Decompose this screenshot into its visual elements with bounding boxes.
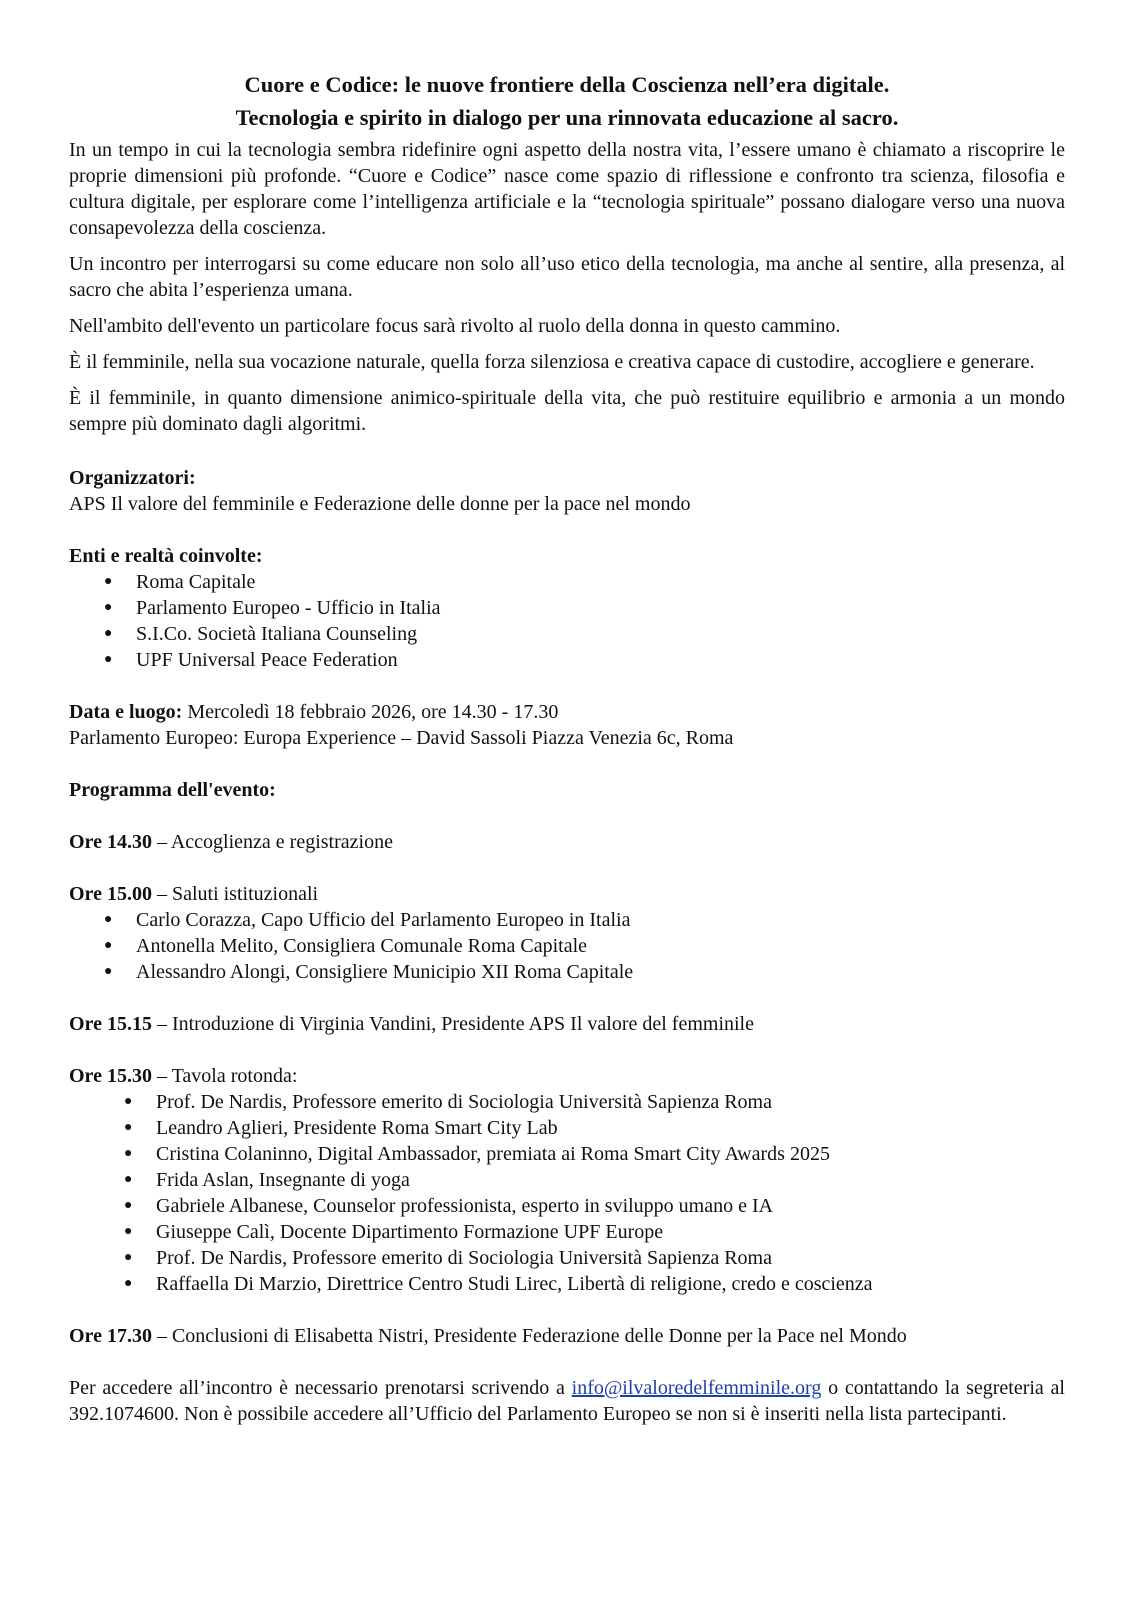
booking-email-link[interactable]: info@ilvaloredelfemminile.org [571,1377,822,1399]
bullet-icon: ● [104,652,113,667]
slot-text: – Tavola rotonda: [151,1065,298,1087]
intro-paragraph-1: In un tempo in cui la tecnologia sembra ridefinire ogni aspetto della nostra vita, l’essere umano è chiamato a riscoprire le proprie dimensioni più profonde. “Cuore e Codice” nasce come spazio di riflessione e confronto tra scienza, filosofia e cultura digitale, per esplorare come l’intelligenza artificiale e la “tecnologia spirituale” possano dialogare verso una nuova consapevolezza della coscienza. [69,139,1065,239]
organizers-label: Organizzatori: [69,467,196,489]
bullet-icon: ● [124,1094,133,1109]
bullet-icon: ● [104,574,113,589]
program-slot-1730 [69,1323,1065,1349]
list-item: ● Roma Capitale [104,571,256,593]
intro-paragraph-5: È il femminile, in quanto dimensione animico-spirituale della vita, che può restituire equilibrio e armonia a un mondo sempre più dominato dagli algoritmi. [69,387,1065,435]
program-slot-1530 [69,1063,1065,1089]
title-line-1: Cuore e Codice: le nuove frontiere della Coscienza nell’era digitale. [244,72,890,97]
list-item: ● Cristina Colaninno, Digital Ambassador, premiata ai Roma Smart City Awards 2025 [124,1143,830,1165]
list-item: ● UPF Universal Peace Federation [104,649,398,671]
organizers-text: APS Il valore del femminile e Federazione delle donne per la pace nel mondo [69,493,691,515]
list-item: ● Alessandro Alongi, Consigliere Municipio XII Roma Capitale [104,961,634,983]
intro-paragraph-4: È il femminile, nella sua vocazione naturale, quella forza silenziosa e creativa capace di custodire, accogliere e generare. [69,351,1035,373]
booking-paragraph [69,1375,1065,1427]
list-item: ● Prof. De Nardis, Professore emerito di Sociologia Università Sapienza Roma [124,1091,772,1113]
booking-text-after: o contattando la segreteria al 392.1074600. Non è possibile accedere all’Ufficio del Parlamento Europeo se non si è inseriti nella lista partecipanti. [69,1377,1065,1425]
date-line [69,699,1065,725]
entities-section [69,543,1065,673]
slot-text: – Saluti istituzionali [151,883,319,905]
slot-text: – Accoglienza e registrazione [151,831,393,853]
slot-time: Ore 17.30 [69,1325,152,1347]
entities-label: Enti e realtà coinvolte: [69,545,263,567]
slot-time: Ore 15.00 [69,883,152,905]
bullet-icon: ● [124,1224,133,1239]
bullet-icon: ● [104,600,113,615]
date-place-section [69,699,1065,751]
bullet-icon: ● [124,1276,133,1291]
list-item: ● Giuseppe Calì, Docente Dipartimento Formazione UPF Europe [124,1221,664,1243]
bullet-icon: ● [104,964,113,979]
program-slot-1500 [69,881,1065,907]
list-item: ● Leandro Aglieri, Presidente Roma Smart City Lab [124,1117,558,1139]
bullet-icon: ● [104,938,113,953]
bullet-icon: ● [124,1250,133,1265]
event-place: Parlamento Europeo: Europa Experience – David Sassoli Piazza Venezia 6c, Roma [69,727,734,749]
list-item: ● S.I.Co. Società Italiana Counseling [104,623,418,645]
roundtable-list [69,1089,1065,1297]
program-label: Programma dell'evento: [69,779,276,801]
list-item: ● Frida Aslan, Insegnante di yoga [124,1169,410,1191]
title-line-2: Tecnologia e spirito in dialogo per una rinnovata educazione al sacro. [235,105,899,130]
bullet-icon: ● [124,1198,133,1213]
organizers-section [69,465,1065,517]
slot-time: Ore 15.15 [69,1013,152,1035]
program-section [69,777,1065,1349]
list-item: ● Parlamento Europeo - Ufficio in Italia [104,597,441,619]
slot-text: – Introduzione di Virginia Vandini, Presidente APS Il valore del femminile [151,1013,754,1035]
list-item: ● Antonella Melito, Consigliera Comunale Roma Capitale [104,935,588,957]
booking-text-before: Per accedere all’incontro è necessario prenotarsi scrivendo a [69,1377,572,1399]
page-title [69,68,1065,134]
program-slot-1515 [69,1011,1065,1037]
date-place-label: Data e luogo: [69,701,183,723]
intro-paragraph-3: Nell'ambito dell'evento un particolare focus sarà rivolto al ruolo della donna in questo cammino. [69,315,841,337]
greetings-list [69,907,1065,985]
bullet-icon: ● [124,1172,133,1187]
bullet-icon: ● [104,626,113,641]
bullet-icon: ● [124,1146,133,1161]
intro-paragraph-2: Un incontro per interrogarsi su come educare non solo all’uso etico della tecnologia, ma anche al sentire, alla presenza, al sacro che abita l’esperienza umana. [69,253,1065,301]
list-item: ● Gabriele Albanese, Counselor professionista, esperto in sviluppo umano e IA [124,1195,774,1217]
intro-section [69,137,1065,437]
program-slot-1430 [69,829,1065,855]
slot-text: – Conclusioni di Elisabetta Nistri, Presidente Federazione delle Donne per la Pace nel Mondo [151,1325,907,1347]
slot-time: Ore 15.30 [69,1065,152,1087]
entities-list [69,569,1065,673]
list-item: ● Raffaella Di Marzio, Direttrice Centro Studi Lirec, Libertà di religione, credo e coscienza [124,1273,873,1295]
list-item: ● Carlo Corazza, Capo Ufficio del Parlamento Europeo in Italia [104,909,631,931]
event-date: Mercoledì 18 febbraio 2026, ore 14.30 - 17.30 [182,701,559,723]
bullet-icon: ● [124,1120,133,1135]
list-item: ● Prof. De Nardis, Professore emerito di Sociologia Università Sapienza Roma [124,1247,772,1269]
bullet-icon: ● [104,912,113,927]
slot-time: Ore 14.30 [69,831,152,853]
